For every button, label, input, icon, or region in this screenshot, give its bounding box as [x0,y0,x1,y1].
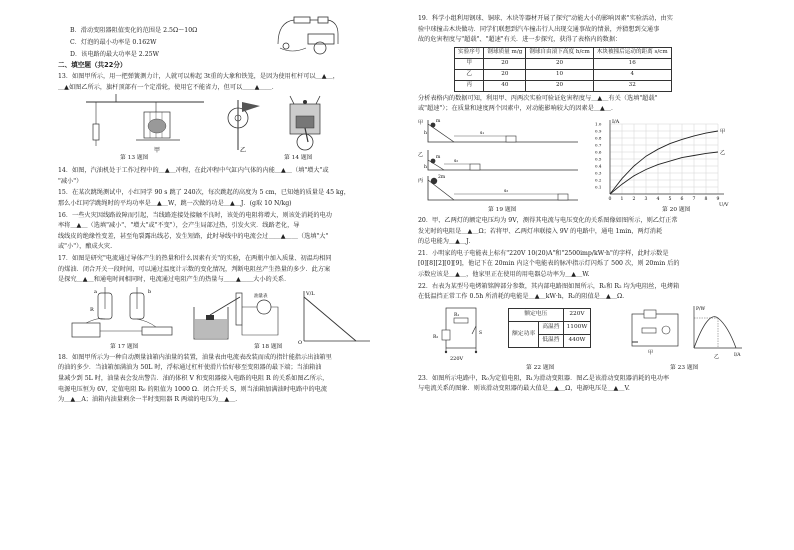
fig19-label-m1: m [436,118,441,124]
fig19-label-h2: h [424,164,427,170]
table-cell: 20 [526,58,593,69]
fig23-caption: 第 23 题图 [670,364,699,371]
series-label: 甲 [720,128,726,135]
q17-line-1: 17．如图是研究"电流通过导体产生的热量和什么因素有关"的实验，在两瓶中加入质量、初温均相同 [58,254,332,262]
q18-line-2: 的油的多少．当油箱加满油为 50L 时，浮标通过杠杆使滑片恰好移至变阻器的最下端；当油箱油 [58,364,322,372]
x-tick-label: 9 [716,196,720,202]
table-cell: 1100W [563,321,591,334]
y-axis-label: I/A [612,118,620,125]
q18-line-4: 电源电压恒为 6V，定值电阻 R₀ 的阻值为 1000 Ω．闭合开关 S，则当油箱加满油时电路中的电流 [58,385,328,393]
figure-13-jia [76,94,206,156]
fig17-label-b: b [148,288,152,295]
fig19-label-bing: 丙 [418,177,424,184]
option-b: B．滑动变阻器阻值变化的范围是 2.5Ω～10Ω [70,27,198,34]
fig20-caption: 第 20 题图 [662,206,691,213]
q12-options [58,14,380,60]
q21-line-2: [0][8][2][0][9]，他记下在 20min 内这个电能表的脉冲指示灯闪烁了 500 次，则 20min 后的 [418,260,680,268]
table19-header: 实验序号 [455,47,484,58]
table-cell: 低温挡 [539,334,563,347]
q23-line-1: 23．如图所示电路中，R₀为定值电阻，R₁为滑动变阻器．图乙是该滑动变阻器消耗的电功率 [418,374,670,382]
figures-13-14 [58,94,380,166]
table19-header: 木块被撞后运动的距离 s/cm [593,47,671,58]
figures-17-18 [58,287,380,353]
q14-line-1: 14．如图，汽油机处于工作过程中的＿▲＿冲程，在此冲程中气缸内气体的内能＿▲＿（填"增大"或 [58,167,329,175]
x-tick-label: 7 [692,196,696,202]
table-row [455,58,672,69]
fig22-caption: 第 22 题图 [526,364,555,371]
table-cell: 20 [526,80,593,91]
table-19 [454,47,672,92]
left-column [58,14,380,407]
q23-line-2: 与电流关系的图象．则该滑动变阻器的最大值是＿▲＿Ω，电源电压是＿▲＿V. [418,385,630,393]
q18-line-3: 量减少到 5L 时，油量表会发出警告．油的体积 V 和变阻器接入电路的电阻 R 的关系如图乙所示， [58,374,329,382]
ramp-yi [418,150,578,170]
table-row [509,308,591,321]
question-19-tail [418,94,748,115]
table-cell: 10 [526,69,593,80]
fig19-label-h1: h [424,130,427,136]
figure-20-iv-chart [594,116,728,208]
x-tick-label: 2 [632,196,636,202]
question-19 [418,14,748,46]
x-tick-label: 1 [620,196,624,202]
fig18-axis-v: V/L [306,290,315,297]
fig19-caption: 第 19 题图 [488,206,517,213]
x-tick-label: 0 [608,196,612,202]
q14-line-2: "减小"） [58,177,83,185]
x-tick-label: 4 [656,196,660,202]
fig23-axis-p: P/W [696,306,706,312]
q19-line-3: 故的危害程度与"超载"、"超速"有关．进一步探究，获得了表格内的数据： [418,36,622,44]
table-cell: 20 [484,69,526,80]
fig22-label-r2: R₂ [433,334,439,340]
fig18-origin: O [298,339,303,346]
q16-line-4: 或"小"），酿成火灾. [58,243,113,251]
figure-22-circuit [432,306,494,362]
question-13 [58,72,380,93]
table-row [455,80,672,91]
figure-17-apparatus [68,287,178,343]
table-row [455,69,672,80]
question-18 [58,353,380,406]
figure-13-yi [216,94,266,156]
y-tick-label: 0.3 [595,170,602,176]
fig13-label-jia: 甲 [154,147,161,155]
fig19-label-jia: 甲 [418,119,424,126]
q16-line-1: 16．一些火灾因线路故障而引起，当线路连接处接触不良时，该处的电阻将增大，则该处消耗的电功 [58,211,332,219]
fig19-label-2m: 2m [438,174,446,180]
question-17 [58,254,380,286]
table-cell: 甲 [455,58,484,69]
table-cell: 20 [484,58,526,69]
figure-23-pi-chart [684,304,746,360]
q20-line-3: 的总电能为＿▲＿J． [418,238,475,246]
fig23-label-jia: 甲 [648,349,654,356]
q19-line-2: 验中球撞击木块做功．同学们联想到汽车撞击行人出现交通事故的情景，并猜想到交通事 [418,25,660,33]
question-15 [58,188,380,209]
figure-14-engine [276,94,336,156]
table-cell: 40 [484,80,526,91]
y-tick-label: 1.0 [595,121,602,127]
right-column [418,14,748,396]
fig19-label-m2: m [436,154,441,160]
section-title-fill-in: 二、填空题（共22分） [58,61,127,69]
question-14 [58,166,380,187]
figure-18-jia [186,287,286,345]
table-cell: 32 [593,80,671,91]
fig18-gauge-label: 油量表 [254,293,268,299]
table-cell: 220V [563,308,591,321]
fig13-label-yi: 乙 [240,147,247,155]
table-cell: 高温挡 [539,321,563,334]
y-tick-label: 0.9 [595,128,602,134]
option-d: D．该电路的最大功率是 2.25W [70,51,159,58]
ramp-jia [418,119,578,142]
table-22 [508,308,591,348]
fig19-label-s3: s₃ [504,188,509,194]
q13-line-2: ＿▲如图乙所示，旗杆顶部有一个定滑轮，使用它不能省力，但可以＿＿▲＿＿． [58,83,278,91]
q16-line-3: 线线皮的绝缘性变差，甚至龟裂露出线芯，发生短路，此时导线中的电流会过＿＿▲＿＿（选填"大" [58,232,329,240]
fig19-label-s1: s₁ [480,130,485,136]
table19-header: 钢球质量 m/g [484,47,526,58]
q15-line-2: 那么小红同学跳绳时的平均功率是＿▲＿W，跳一次做的功是＿▲＿J．(g取 10 N/kg) [58,199,292,207]
table-cell: 乙 [455,69,484,80]
figures-19-20 [418,116,748,216]
fig22-label-voltage: 220V [450,355,464,362]
figure-19-ramps [418,116,580,204]
q19-tail-line-2: 或"超速"）；在质量和速度两个因素中，对动能影响较大的因素是＿▲＿． [418,105,618,113]
q20-line-1: 20．甲、乙两灯的额定电压均为 9V，测得其电流与电压变化的关系图像如图所示，则乙灯正常 [418,216,678,224]
table19-header: 钢球自由滚下高度 h/cm [526,47,593,58]
question-23 [418,374,748,395]
x-tick-label: 5 [668,196,672,202]
fig22-label-s: S [479,330,483,336]
table-cell: 丙 [455,80,484,91]
table-row [509,321,591,334]
q22-line-2: 在低温挡正常工作 0.5h 所消耗的电能是＿▲＿kW·h，R₂的阻值是＿▲＿Ω. [418,293,625,301]
fig17-label-a: a [94,288,97,295]
q12-circuit-figure [272,14,342,58]
ramp-bing [418,174,578,200]
q22-line-1: 22．右表为某型号电烤箱铭牌部分参数，其内部电路图如图所示，R₁和 R₂ 均为电阻丝，电烤箱 [418,282,680,290]
y-tick-label: 0.6 [595,149,602,155]
y-tick-label: 0.8 [595,135,602,141]
x-tick-label: 6 [680,196,684,202]
table-cell: 4 [593,69,671,80]
q17-line-2: 的煤油．闭合开关一段时间，可以通过温度计示数的变化情况，判断电阻丝产生热量的多少．此方案 [58,265,331,273]
figure-23-circuit [628,306,684,358]
fig17-caption: 第 17 题图 [110,343,139,350]
fig23-label-yi: 乙 [714,353,720,360]
table-cell: 16 [593,58,671,69]
q20-line-2: 发光时的电阻是＿▲＿Ω；若将甲、乙两灯串联接入 9V 的电路中，通电 1min，两灯消耗 [418,227,663,235]
fig19-label-yi: 乙 [418,151,424,158]
q21-line-1: 21．小明家的电子电能表上标有"220V 10(20)A"和"2500imp/kW·h"的字样，此时示数是 [418,249,669,257]
figure-18-yi [294,287,374,345]
y-tick-label: 0.7 [595,142,602,148]
question-16 [58,211,380,253]
q18-line-5: 为＿▲＿A；油箱内油量剩余一半时变阻器 R 两端的电压为＿▲＿． [58,396,242,404]
y-tick-label: 0.5 [595,156,602,162]
y-tick-label: 0.1 [595,184,602,190]
question-21 [418,249,748,281]
fig18-caption: 第 18 题图 [254,343,283,350]
table-cell: 额定功率 [509,321,539,347]
q15-line-1: 15．在某次跳绳测试中，小红同学 90 s 跳了 240次，每次跳起的高度为 5 cm，已知她的质量是 45 kg， [58,189,350,197]
question-20 [418,216,748,248]
q21-line-3: 示数应该是＿▲＿，他家里正在使用的用电器总功率为＿▲＿W. [418,270,590,278]
q19-line-1: 19．科学小组利用钢球、铜球、木块等器材开展了探究"动能大小的影响因素"实验活动，由实 [418,15,673,22]
option-c: C．灯泡的最小功率是 0.162W [70,39,157,46]
x-tick-label: 3 [644,196,648,202]
fig23-axis-i: I/A [734,352,741,358]
q17-line-3: 是探究＿▲＿和通电时间相同时，电流通过电阻产生的热量与＿＿▲＿＿大小的关系． [58,276,291,284]
series-label: 乙 [720,149,726,156]
q19-tail-line-1: 分析表格内的数据可知，利用甲、丙两次实验可验证危害程度与＿▲＿有关（选填"超载" [418,94,658,102]
figures-22-23 [418,304,748,374]
q13-line-1: 13．如图甲所示，用一把弹簧测力计，人就可以称起 3t重的大象和铁笼，是因为使用杠杆可以＿▲＿， [58,73,339,80]
table-cell: 额定电压 [509,308,564,321]
x-axis-label: U/V [719,201,729,208]
x-tick-label: 8 [704,196,708,202]
y-tick-label: 0.2 [595,177,602,183]
q16-line-2: 率将＿▲＿（选填"减小"、"增大"或"不变"），会产生局部过热，引发火灾．线路老化，导 [58,222,300,230]
fig17-label-r: R [90,306,94,313]
q18-line-1: 18．如图甲所示为一种自动测量油箱内油量的装置，油量表由电流表改装而成的指针能指示出油箱里 [58,353,332,361]
table19-header-row [455,47,672,58]
table-cell: 440W [563,334,591,347]
fig19-label-s2: s₂ [454,158,459,164]
fig14-caption: 第 14 题图 [284,155,313,162]
question-22 [418,282,748,303]
fig13-caption: 第 13 题图 [120,155,149,162]
fig22-label-r1: R₁ [454,312,460,318]
y-tick-label: 0.4 [595,163,602,169]
